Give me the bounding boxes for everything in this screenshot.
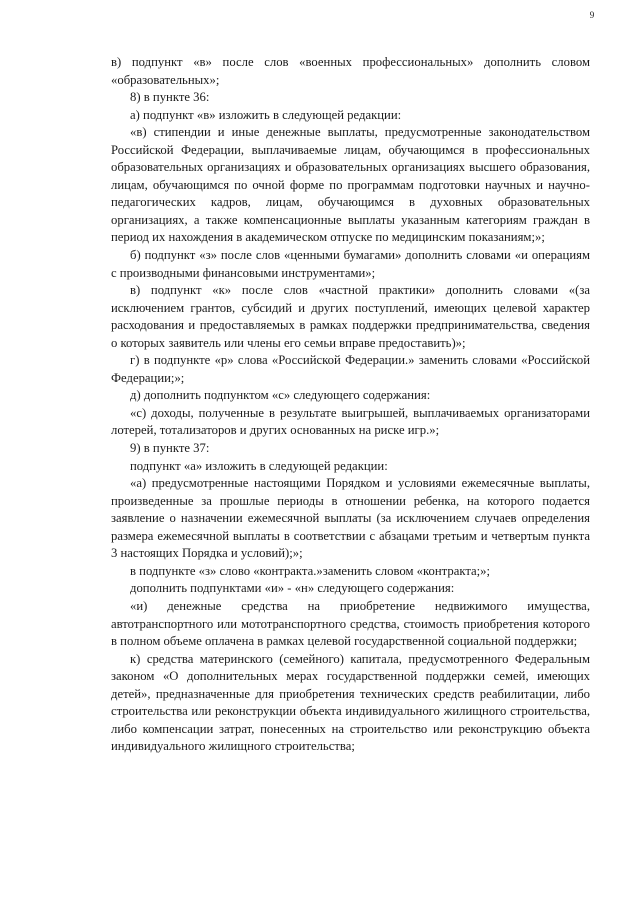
paragraph: к) средства материнского (семейного) капитала, предусмотренного Федеральным законом «О дополнительных мерах государственной поддержки семей, имеющих детей», предназначенные для приобретения технических средств реабилитации, либо строительства или реконструкции объекта индивидуального жилищного строительства, либо компенсации затрат, понесенных на строительство или реконструкцию объекта индивидуального жилищного строительства;	[111, 651, 590, 754]
paragraph: в) подпункт «к» после слов «частной практики» дополнить словами «(за исключением грантов, субсидий и других поступлений, имеющих целевой характер расходования и предоставляемых в рамках поддержки предпринимательства, сведения о которых заявитель или члены его семьи вправе предоставить)»;	[111, 283, 590, 350]
paragraph: д) дополнить подпунктом «с» следующего содержания:	[130, 388, 431, 403]
paragraph: а) подпункт «в» изложить в следующей редакции:	[130, 107, 402, 122]
paragraph: в подпункте «з» слово «контракта.»заменить словом «контракта;»;	[130, 563, 491, 578]
paragraph: «с) доходы, полученные в результате выигрышей, выплачиваемых организаторами лотерей, тотализаторов и других основанных на риске игр.»;	[111, 405, 590, 438]
page-number: 9	[589, 10, 595, 20]
paragraph: в) подпункт «в» после слов «военных профессиональных» дополнить словом «образовательных»;	[111, 55, 590, 87]
document-body	[111, 54, 590, 756]
paragraph: подпункт «а» изложить в следующей редакции:	[130, 458, 388, 473]
paragraph: г) в подпункте «р» слова «Российской Федерации.» заменить словами «Российской Федерации;»;	[111, 353, 590, 385]
paragraph: «в) стипендии и иные денежные выплаты, предусмотренные законодательством Российской Федерации, выплачиваемые лицам, обучающимся в профессиональных образовательных организациях и образовательных организациях высшего образования, лицам, обучающимся по очной форме по программам подготовки научных и научно-педагогических кадров, лицам, обучающимся в духовных образовательных организациях, а также компенсационные выплаты указанным категориям граждан в период их нахождения в академическом отпуске по медицинским показаниям;»;	[111, 125, 590, 245]
paragraph: дополнить подпунктами «и» - «н» следующего содержания:	[130, 581, 455, 596]
paragraph: «а) предусмотренные настоящими Порядком и условиями ежемесячные выплаты, произведенные за прошлые периоды в отношении ребенка, на которого подается заявление о назначении ежемесячной выплаты (за исключением случаев определения размера ежемесячной выплаты в соответствии с абзацами третьим и четвертым пункта 3 настоящих Порядка и условий);»;	[111, 476, 590, 561]
paragraph: 8) в пункте 36:	[130, 90, 210, 105]
paragraph: 9) в пункте 37:	[130, 441, 210, 456]
paragraph: б) подпункт «з» после слов «ценными бумагами» дополнить словами «и операциям с производными финансовыми инструментами»;	[111, 248, 590, 280]
paragraph: «и) денежные средства на приобретение недвижимого имущества, автотранспортного или мототранспортного средства, стоимость приобретения которого в полном объеме оплачена в рамках целевой государственной социальной поддержки;	[111, 598, 590, 649]
